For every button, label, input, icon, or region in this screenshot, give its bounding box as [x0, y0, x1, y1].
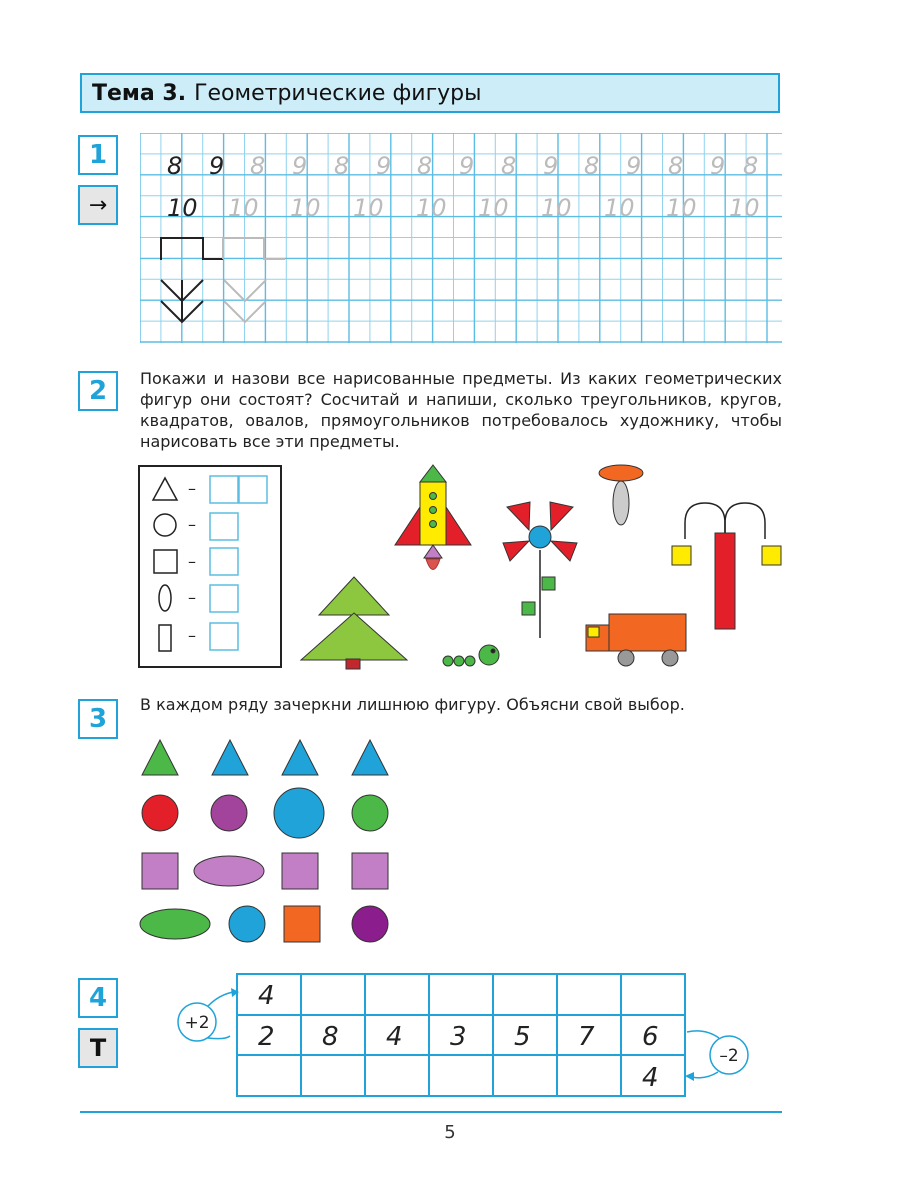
circle-shape — [352, 795, 388, 831]
legend-dash: – — [188, 515, 196, 534]
task-1-grid — [140, 133, 782, 343]
digit-trace: 8 — [584, 152, 600, 180]
plus-operator — [178, 988, 239, 1041]
answer-box — [210, 623, 238, 650]
task-2-text: Покажи и назови все нарисованные предметы. Из каких геометрических фигур они состоят? Сосчитай и напиши, сколько треугольников, кругов, квадратов, овалов, прямоугольников потребовалось художнику, чтобы нарисовать все эти предметы. — [140, 369, 782, 451]
rocket-drawing — [395, 465, 471, 570]
circle-shape — [142, 795, 178, 831]
oval-shape — [194, 856, 264, 886]
task-2-number: 2 — [78, 371, 118, 411]
number-trace: 10 — [228, 194, 259, 222]
triangle-shape — [352, 740, 388, 775]
page-number: 5 — [444, 1122, 456, 1143]
legend-dash: – — [188, 479, 196, 498]
number-trace: 10 — [290, 194, 321, 222]
plus-label: +2 — [184, 1013, 210, 1033]
topic-title: Геометрические фигуры — [194, 80, 482, 106]
task-3-shapes — [135, 735, 405, 950]
answer-box — [210, 476, 238, 503]
chain-cell: 3 — [450, 1022, 467, 1052]
minus-label: –2 — [719, 1046, 739, 1066]
pattern-step-line — [161, 238, 285, 260]
number-trace: 10 — [604, 194, 635, 222]
task-3-text: В каждом ряду зачеркни лишнюю фигуру. Объясни свой выбор. — [140, 695, 685, 714]
digit-trace: 8 — [743, 152, 759, 180]
digit-trace: 8 — [501, 152, 517, 180]
triangle-shape — [212, 740, 248, 775]
answer-box — [210, 548, 238, 575]
caterpillar-drawing — [443, 645, 499, 666]
number-trace: 10 — [729, 194, 760, 222]
topic-header — [80, 73, 780, 113]
task-2-illustration — [135, 455, 785, 675]
triangle-shape — [142, 740, 178, 775]
square-shape — [282, 853, 318, 889]
circle-shape — [229, 906, 265, 942]
digit-sample: 9 — [209, 152, 225, 180]
truck-drawing — [586, 614, 686, 666]
test-badge: Т — [78, 1028, 118, 1068]
digit-trace: 8 — [334, 152, 350, 180]
digit-trace: 9 — [626, 152, 642, 180]
oval-shape — [140, 909, 210, 939]
task-3-number: 3 — [78, 699, 118, 739]
chain-cell: 8 — [322, 1022, 339, 1052]
fir-tree-drawing — [301, 577, 407, 669]
digit-trace: 9 — [459, 152, 475, 180]
chain-cell: 2 — [258, 1022, 275, 1052]
lamp-drawing — [599, 465, 643, 525]
square-shape — [284, 906, 320, 942]
chain-cell: 5 — [514, 1022, 531, 1052]
circle-shape — [211, 795, 247, 831]
chain-cell: 4 — [642, 1063, 659, 1093]
footer-rule — [80, 1111, 782, 1113]
task-1-number: 1 — [78, 135, 118, 175]
number-trace: 10 — [541, 194, 572, 222]
answer-box — [210, 513, 238, 540]
number-sample: 10 — [167, 194, 198, 222]
digit-trace: 9 — [710, 152, 726, 180]
legend-dash: – — [188, 552, 196, 571]
chain-cell: 4 — [386, 1022, 403, 1052]
square-shape — [142, 853, 178, 889]
minus-operator — [685, 1031, 748, 1081]
answer-box — [210, 585, 238, 612]
legend-dash: – — [188, 588, 196, 607]
square-shape — [352, 853, 388, 889]
digit-trace: 8 — [668, 152, 684, 180]
number-trace: 10 — [478, 194, 509, 222]
chain-cell: 7 — [578, 1022, 595, 1052]
street-light-drawing — [672, 503, 781, 629]
digit-trace: 8 — [417, 152, 433, 180]
arrow-badge-icon: → — [78, 185, 118, 225]
digit-trace: 9 — [543, 152, 559, 180]
windmill-flower-drawing — [503, 502, 577, 638]
answer-box — [239, 476, 267, 503]
number-trace: 10 — [353, 194, 384, 222]
topic-label: Тема 3. — [92, 80, 187, 106]
task-4-number-chain — [170, 968, 780, 1100]
number-trace: 10 — [666, 194, 697, 222]
pattern-chevrons — [161, 280, 266, 322]
digit-trace: 9 — [292, 152, 308, 180]
triangle-shape — [282, 740, 318, 775]
digit-trace: 8 — [250, 152, 266, 180]
digit-sample: 8 — [167, 152, 183, 180]
circle-shape — [352, 906, 388, 942]
circle-shape — [274, 788, 324, 838]
legend-dash: – — [188, 626, 196, 645]
task-4-number: 4 — [78, 978, 118, 1018]
digit-trace: 9 — [376, 152, 392, 180]
number-trace: 10 — [416, 194, 447, 222]
chain-cell: 6 — [642, 1022, 659, 1052]
chain-cell: 4 — [258, 981, 275, 1011]
